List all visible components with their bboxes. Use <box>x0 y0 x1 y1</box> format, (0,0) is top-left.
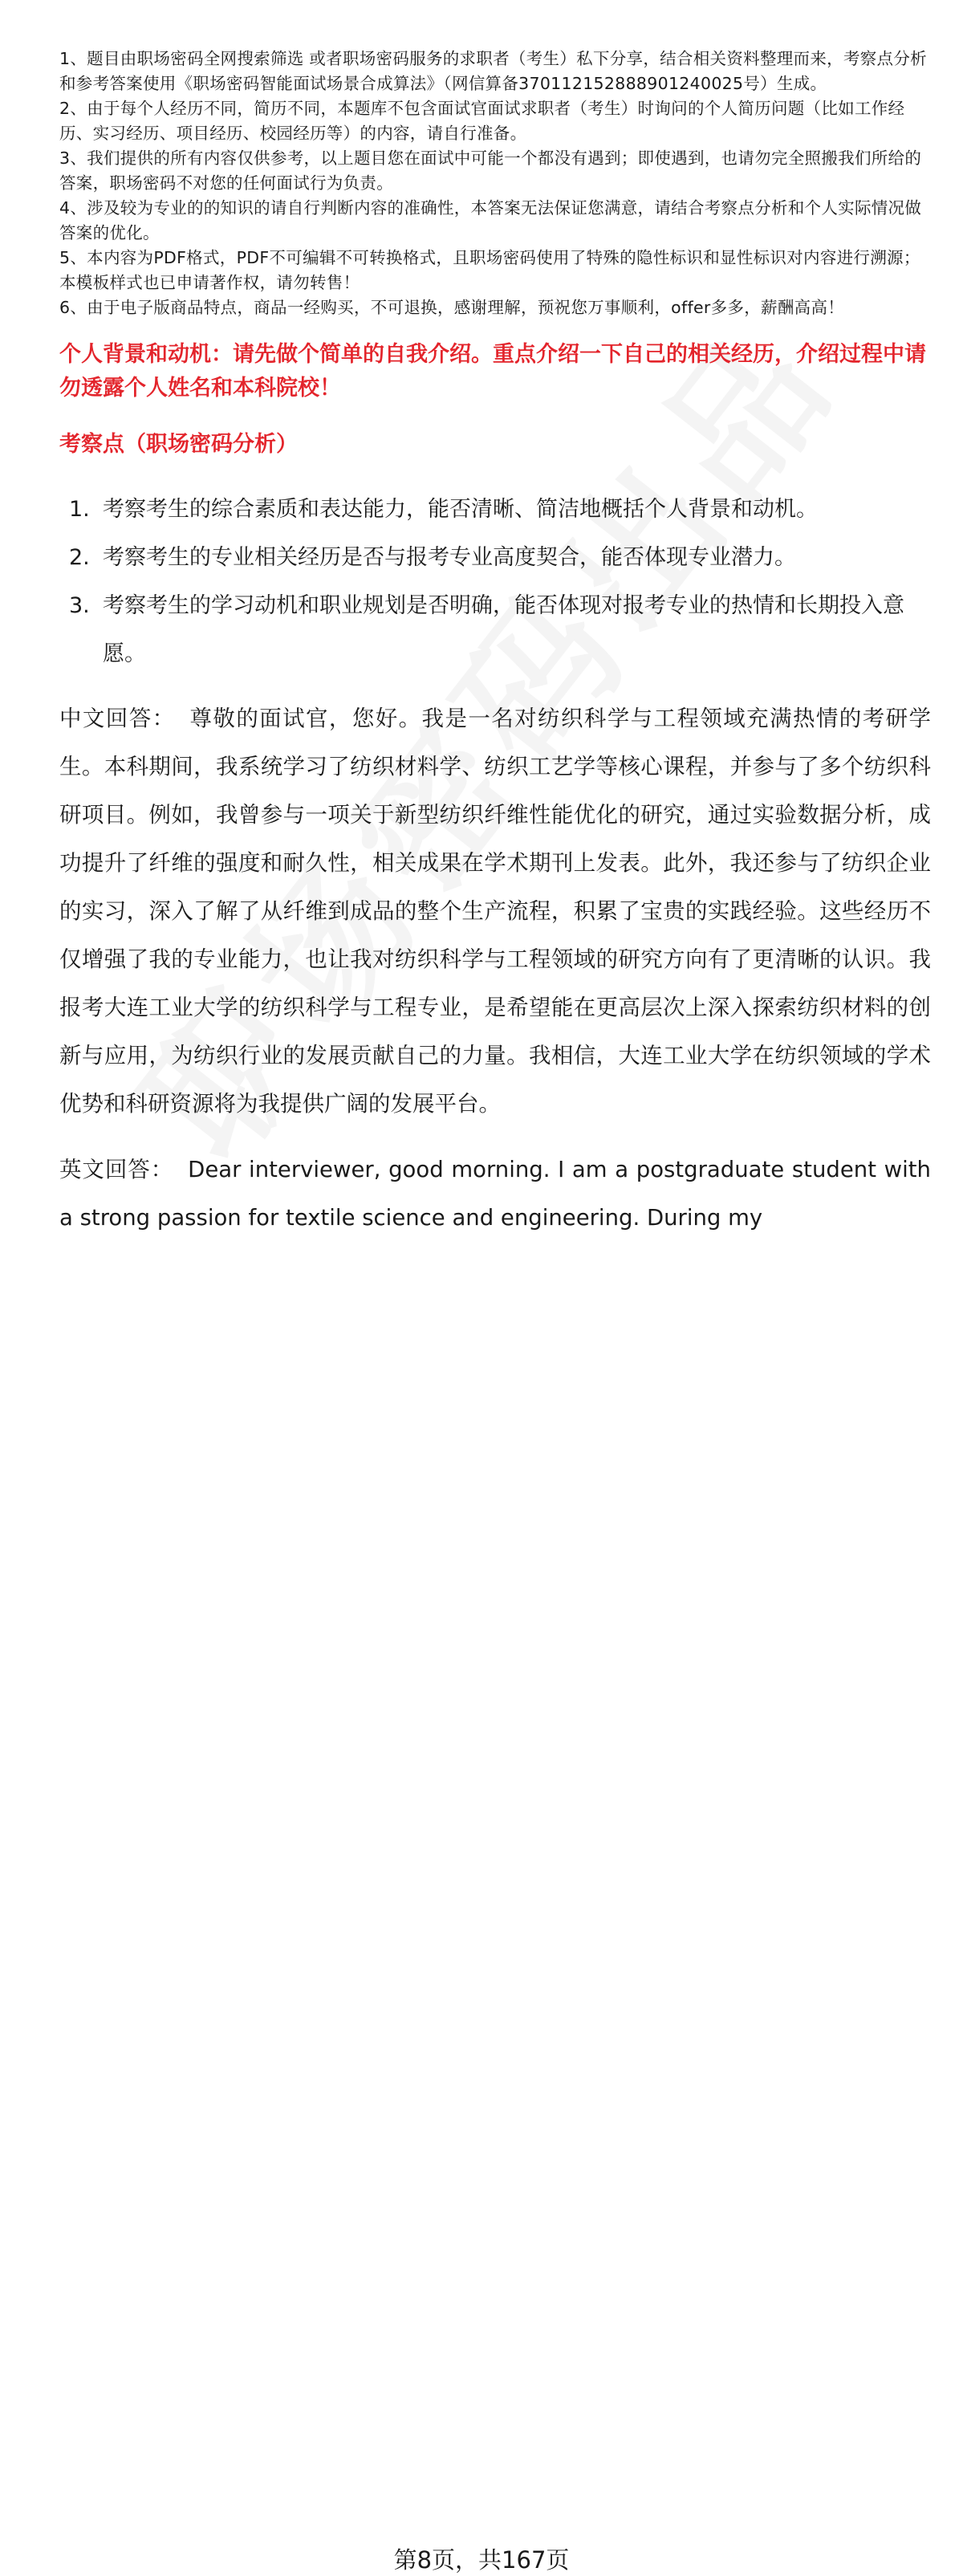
point-text: 考察考生的专业相关经历是否与报考专业高度契合，能否体现专业潜力。 <box>103 545 796 570</box>
document-page <box>59 47 931 1242</box>
chinese-answer-text: 尊敬的面试官，您好。我是一名对纺织科学与工程领域充满热情的考研学生。本科期间，我系统学习了纺织材料学、纺织工艺学等核心课程，并参与了多个纺织科研项目。例如，我曾参与一项关于新型纺织纤维性能优化的研究，通过实验数据分析，成功提升了纤维的强度和耐久性，相关成果在学术期刊上发表。此外，我还参与了纺织企业的实习，深入了解了从纤维到成品的整个生产流程，积累了宝贵的实践经验。这些经历不仅增强了我的专业能力，也让我对纺织科学与工程领域的研究方向有了更清晰的认识。我报考大连工业大学的纺织科学与工程专业，是希望能在更高层次上深入探索纺织材料的创新与应用，为纺织行业的发展贡献自己的力量。我相信，大连工业大学在纺织领域的学术优势和科研资源将为我提供广阔的发展平台。 <box>59 706 931 1117</box>
point-number: 1. <box>69 497 90 522</box>
disclaimer-item: 2、由于每个人经历不同，简历不同，本题库不包含面试官面试求职者（考生）时询问的个人简历问题（比如工作经历、实习经历、项目经历、校园经历等）的内容，请自行准备。 <box>59 99 905 143</box>
disclaimer-item: 3、我们提供的所有内容仅供参考，以上题目您在面试中可能一个都没有遇到；即使遇到，也请勿完全照搬我们所给的答案，职场密码不对您的任何面试行为负责。 <box>59 149 922 193</box>
analysis-title: 考察点（职场密码分析） <box>59 432 298 457</box>
disclaimer-item: 4、涉及较为专业的的知识的请自行判断内容的准确性，本答案无法保证您满意，请结合考察点分析和个人实际情况做答案的优化。 <box>59 198 922 242</box>
analysis-point <box>59 486 931 534</box>
point-text: 考察考生的综合素质和表达能力，能否清晰、简洁地概括个人背景和动机。 <box>103 497 818 522</box>
chinese-answer-label: 中文回答： <box>59 706 176 731</box>
disclaimer-item: 6、由于电子版商品特点，商品一经购买，不可退换，感谢理解，预祝您万事顺利，offer多多，薪酬高高！ <box>59 298 845 317</box>
point-number: 2. <box>69 545 90 570</box>
analysis-point <box>59 534 931 582</box>
english-answer-text: Dear interviewer, good morning. I am a postgraduate student with a strong passion for textile science and engineering. During my <box>59 1157 931 1231</box>
chinese-answer <box>59 694 931 1128</box>
english-answer <box>59 1146 931 1242</box>
point-number: 3. <box>69 593 90 618</box>
page-number: 第8页，共167页 <box>393 2546 570 2574</box>
disclaimer-block <box>59 47 931 320</box>
english-answer-label: 英文回答： <box>59 1157 174 1182</box>
analysis-points <box>59 486 931 678</box>
point-text: 考察考生的学习动机和职业规划是否明确，能否体现对报考专业的热情和长期投入意愿。 <box>103 593 904 666</box>
question-title: 个人背景和动机：请先做个简单的自我介绍。重点介绍一下自己的相关经历，介绍过程中请勿透露个人姓名和本科院校！ <box>59 342 926 401</box>
analysis-point <box>59 582 931 678</box>
disclaimer-item: 1、题目由职场密码全网搜索筛选 或者职场密码服务的求职者（考生）私下分享，结合相关资料整理而来，考察点分析和参考答案使用《职场密码智能面试场景合成算法》（网信算备370112152888901240025号）生成。 <box>59 49 927 93</box>
disclaimer-item: 5、本内容为PDF格式，PDF不可编辑不可转换格式，且职场密码使用了特殊的隐性标识和显性标识对内容进行溯源；本模板样式也已申请著作权，请勿转售！ <box>59 248 920 292</box>
